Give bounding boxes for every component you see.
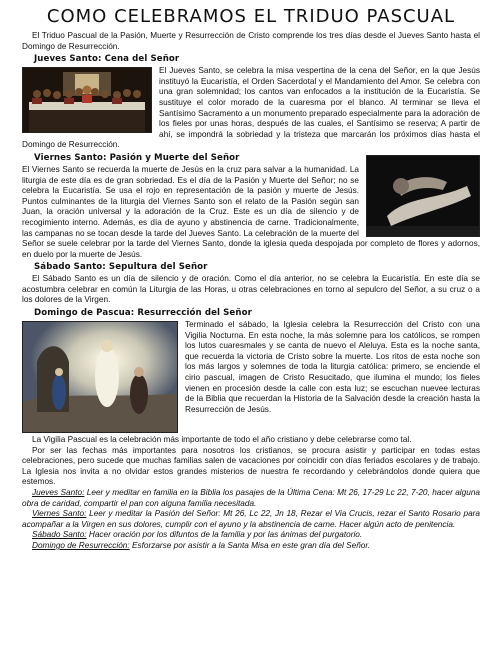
tip-jueves [22,488,480,509]
domingo-text: Terminado el sábado, la Iglesia celebra la Resurrección del Cristo con una Vigilia Nocturna. En esta noche, la más solemne para los católicos, se rompen los lutos cuaresmales y se canta de nuevo el Aleluya. Esta es la noche santa, que recuerda la victoria de Cristo sobre la muerte. Los ritos de esta noche son los más largos y solemnes de toda la liturgia católica: primero, se enciende el cirio pascual, imagen de Cristo Resucitado, que ilumina el mundo; los fieles vienen en procesión desde la calle con esta luz; se escuchan nuevee lecturas de la Biblia que recuerdan la Historia de la Salvación desde la creación hasta la Resurrección de Jesús. [185,320,480,414]
page-title: COMO CELEBRAMOS EL TRIDUO PASCUAL [46,6,456,27]
crucified-christ-image [366,155,480,237]
domingo-heading: Domingo de Pascua: Resurrección del Señor [34,308,252,319]
tip-viernes-label: Viernes Santo: [32,509,87,519]
tip-viernes [22,509,480,530]
intro-paragraph: El Triduo Pascual de la Pasión, Muerte y Resurrección de Cristo comprende los tres días desde el Jueves Santo hasta el Domingo de Resurrección. [22,31,480,51]
tip-domingo-text: Esforzarse por asistir a la Santa Misa en este gran día del Señor. [129,541,371,550]
tip-viernes-text: Leer y meditar la Pasión del Señor: Mt 26, Lc 22, Jn 18, Rezar el Via Crucis, rezar el Santo Rosario para acompañar a la Virgen en sus dolores, cumplir con el ayuno y la abstinencia de carne. Hacer algún acto de penitencia. [22,509,481,529]
tip-domingo-label: Domingo de Resurrección: [32,541,130,550]
resurrection-image [22,321,178,433]
jueves-heading: Jueves Santo: Cena del Señor [34,54,180,65]
tip-domingo [22,541,480,552]
tip-sabado [22,530,480,541]
closing-paragraph-1: La Vigilia Pascual es la celebración más importante de todo el año cristiano y debe celebrarse como tal. [32,435,412,445]
jueves-text: El Jueves Santo, se celebra la misa vespertina de la cena del Señor, en la que Jesús instituyó la Eucaristía, el Orden Sacerdotal y el Mandamiento del Amor. Se celebra con una gran solemnidad; los cantos van enfocados a la institución de la Eucaristía. Se sustituye el color morado de la cuaresma por el blanco. Al terminar se lleva el Santísimo Sacramento a un monumento preparado especialmente para la adoración de los fieles por unas horas, después de las cuales, el Santísimo se reserva; A partir de ahí, se impondrá la sobriedad y la tristeza que marcarán los próximos días hasta el Domingo de Resurrección. [22,66,480,150]
tip-sabado-label: Sábado Santo: [32,530,87,540]
closing-paragraph-2: Por ser las fechas más importantes para nosotros los cristianos, se procura asistir y participar en todas estas celebraciones, pero sucede que muchas familias salen de vacaciones por coincidir con días feriados escolares y de trabajo. La Iglesia nos invita a no olvidar estos grandes misterios de nuestra fe recordando y celebrándolos donde quiera que estemos. [22,445,480,487]
viernes-heading: Viernes Santo: Pasión y Muerte del Señor [34,152,240,163]
viernes-text: El Viernes Santo se recuerda la muerte de Jesús en la cruz para salvar a la humanidad. La liturgia de este día es de gran sobriedad. Es el día de la Pasión y Muerte del Señor; no se celebra la Eucaristía. Se usa el rojo en representación de la pasión y muerte de Jesús. Puntos culminantes de la liturgia del Viernes Santo son el relato de la Pasión según san Juan, la oración universal y la adoración de la Cruz. Este es un día de silencio y de recogimiento interno. Además, es día de ayuno y abstinencia de carne. Tradicionalmente, las campanas no se tocan desde la tarde del Jueves Santo. La celebración de la muerte del Señor se suele celebrar por la tarde del Viernes Santo, donde la iglesia queda despojada por completo de flores y adornos, en duelo por la muerte de Jesús. [22,164,480,259]
tip-jueves-label: Jueves Santo: [32,488,85,498]
tip-jueves-text: Leer y meditar en familia en la Biblia los pasajes de la Última Cena: Mt 26, 17-29 Lc 22, 7-20, hacer alguna obra de caridad, compartir el pan con alguna familia necesitada. [22,488,480,508]
sabado-text: El Sábado Santo es un día de silencio y de oración. Como el día anterior, no se celebra la Eucaristía. En este día se acostumbra celebrar en común la Liturgia de las Horas, u otras celebraciones en torno al sepulcro del Señor, a su cruz o a los dolores de la Virgen. [22,274,480,305]
document-page [22,6,480,552]
sabado-heading: Sábado Santo: Sepultura del Señor [34,262,208,273]
tip-sabado-text: Hacer oración por los difuntos de la familia y por las ánimas del purgatorio. [86,530,363,540]
last-supper-image [22,67,152,133]
